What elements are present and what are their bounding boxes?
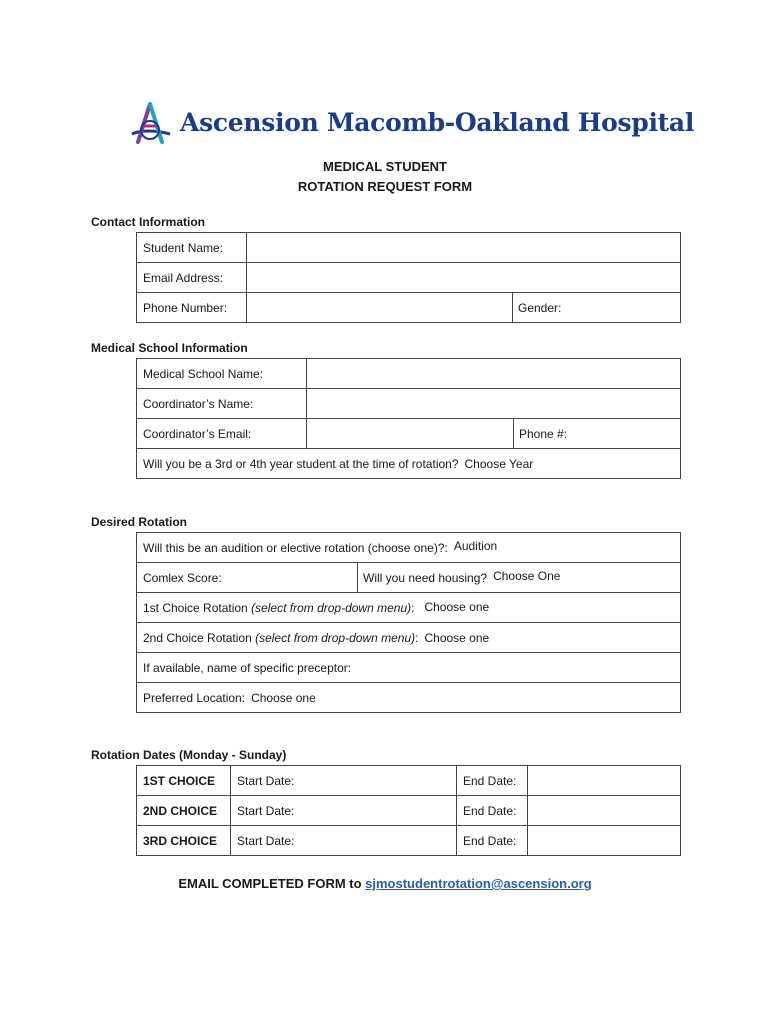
- housing-question: Will you need housing?: [363, 570, 488, 585]
- school-section-label: Medical School Information: [91, 341, 248, 355]
- coordinator-name-row: [137, 389, 680, 419]
- choice-label-2: 2ND CHOICE: [143, 803, 218, 818]
- dates-table: [136, 765, 681, 856]
- email-row: [137, 263, 680, 293]
- start-date-label-3: Start Date:: [237, 833, 295, 848]
- end-date-label-3: End Date:: [463, 833, 517, 848]
- rotation-type-question: Will this be an audition or elective rotation (choose one)?:: [143, 540, 448, 555]
- school-name-row: [137, 359, 680, 389]
- preceptor-row: [137, 653, 680, 683]
- location-label: Preferred Location:: [143, 690, 246, 705]
- rotation-type-row: [137, 533, 680, 563]
- housing-dropdown[interactable]: Choose One: [493, 568, 561, 583]
- email-instruction: [0, 876, 770, 891]
- phone-label: Phone Number:: [143, 300, 228, 315]
- location-dropdown[interactable]: Choose one: [251, 690, 316, 705]
- first-choice-label: 1st Choice Rotation: [143, 600, 252, 615]
- form-title-line1: MEDICAL STUDENT: [323, 159, 447, 174]
- first-choice-dropdown[interactable]: Choose one: [424, 599, 490, 614]
- school-table: [136, 358, 681, 479]
- comlex-label: Comlex Score:: [143, 570, 222, 585]
- location-row: [137, 683, 680, 712]
- end-date-label-1: End Date:: [463, 773, 517, 788]
- first-choice-row: 1st Choice Rotation (select from drop-down menu) : Choose one: [137, 593, 680, 623]
- year-question-text: Will you be a 3rd or 4th year student at the time of rotation?: [143, 456, 459, 471]
- choice-label-3: 3RD CHOICE: [143, 833, 218, 848]
- first-choice-hint: (select from drop-down menu): [251, 600, 412, 615]
- year-dropdown[interactable]: Choose Year: [464, 456, 534, 471]
- email-link[interactable]: sjmostudentrotation@ascension.org: [365, 876, 592, 891]
- date-row-3: [137, 826, 680, 855]
- end-date-field-3[interactable]: [528, 826, 680, 855]
- student-name-label: Student Name:: [143, 240, 224, 255]
- dates-section-label: Rotation Dates (Monday - Sunday): [91, 748, 287, 762]
- coordinator-email-label: Coordinator’s Email:: [143, 426, 252, 441]
- date-row-2: [137, 796, 680, 826]
- second-choice-dropdown[interactable]: Choose one: [424, 630, 490, 645]
- second-choice-label: 2nd Choice Rotation: [143, 630, 256, 645]
- date-row-1: [137, 766, 680, 796]
- school-name-label: Medical School Name:: [143, 366, 264, 381]
- start-date-label-1: Start Date:: [237, 773, 295, 788]
- ascension-logo-icon: [126, 100, 174, 148]
- year-question: [143, 449, 533, 478]
- student-name-field[interactable]: [247, 233, 680, 262]
- coordinator-phone-label: Phone #:: [519, 426, 568, 441]
- end-date-label-2: End Date:: [463, 803, 517, 818]
- student-name-row: [137, 233, 680, 263]
- second-choice-hint: (select from drop-down menu): [255, 630, 416, 645]
- second-choice-row: 2nd Choice Rotation (select from drop-down menu) : Choose one: [137, 623, 680, 653]
- start-date-label-2: Start Date:: [237, 803, 295, 818]
- comlex-row: [137, 563, 680, 593]
- email-label: Email Address:: [143, 270, 224, 285]
- contact-section-label: Contact Information: [91, 215, 205, 229]
- year-row: [137, 449, 680, 478]
- preceptor-label: If available, name of specific preceptor:: [143, 660, 352, 675]
- end-date-field-1[interactable]: [528, 766, 680, 795]
- email-instruction-text: EMAIL COMPLETED FORM to: [178, 876, 366, 891]
- hospital-name: Ascension Macomb-Oakland Hospital: [180, 108, 695, 137]
- coordinator-email-row: [137, 419, 680, 449]
- phone-row: [137, 293, 680, 322]
- coordinator-email-field[interactable]: [307, 419, 513, 448]
- form-title-line2: ROTATION REQUEST FORM: [297, 179, 473, 194]
- end-date-field-2[interactable]: [528, 796, 680, 825]
- choice-label-1: 1ST CHOICE: [143, 773, 216, 788]
- school-name-field[interactable]: [307, 359, 680, 388]
- email-field[interactable]: [247, 263, 680, 292]
- contact-table: [136, 232, 681, 323]
- coordinator-name-label: Coordinator’s Name:: [143, 396, 254, 411]
- rotation-table: [136, 532, 681, 713]
- rotation-section-label: Desired Rotation: [91, 515, 188, 529]
- phone-field[interactable]: [247, 293, 512, 322]
- coordinator-name-field[interactable]: [307, 389, 680, 418]
- rotation-type-dropdown[interactable]: Audition: [453, 538, 498, 553]
- hospital-logo: [126, 100, 695, 152]
- gender-label: Gender:: [518, 300, 562, 315]
